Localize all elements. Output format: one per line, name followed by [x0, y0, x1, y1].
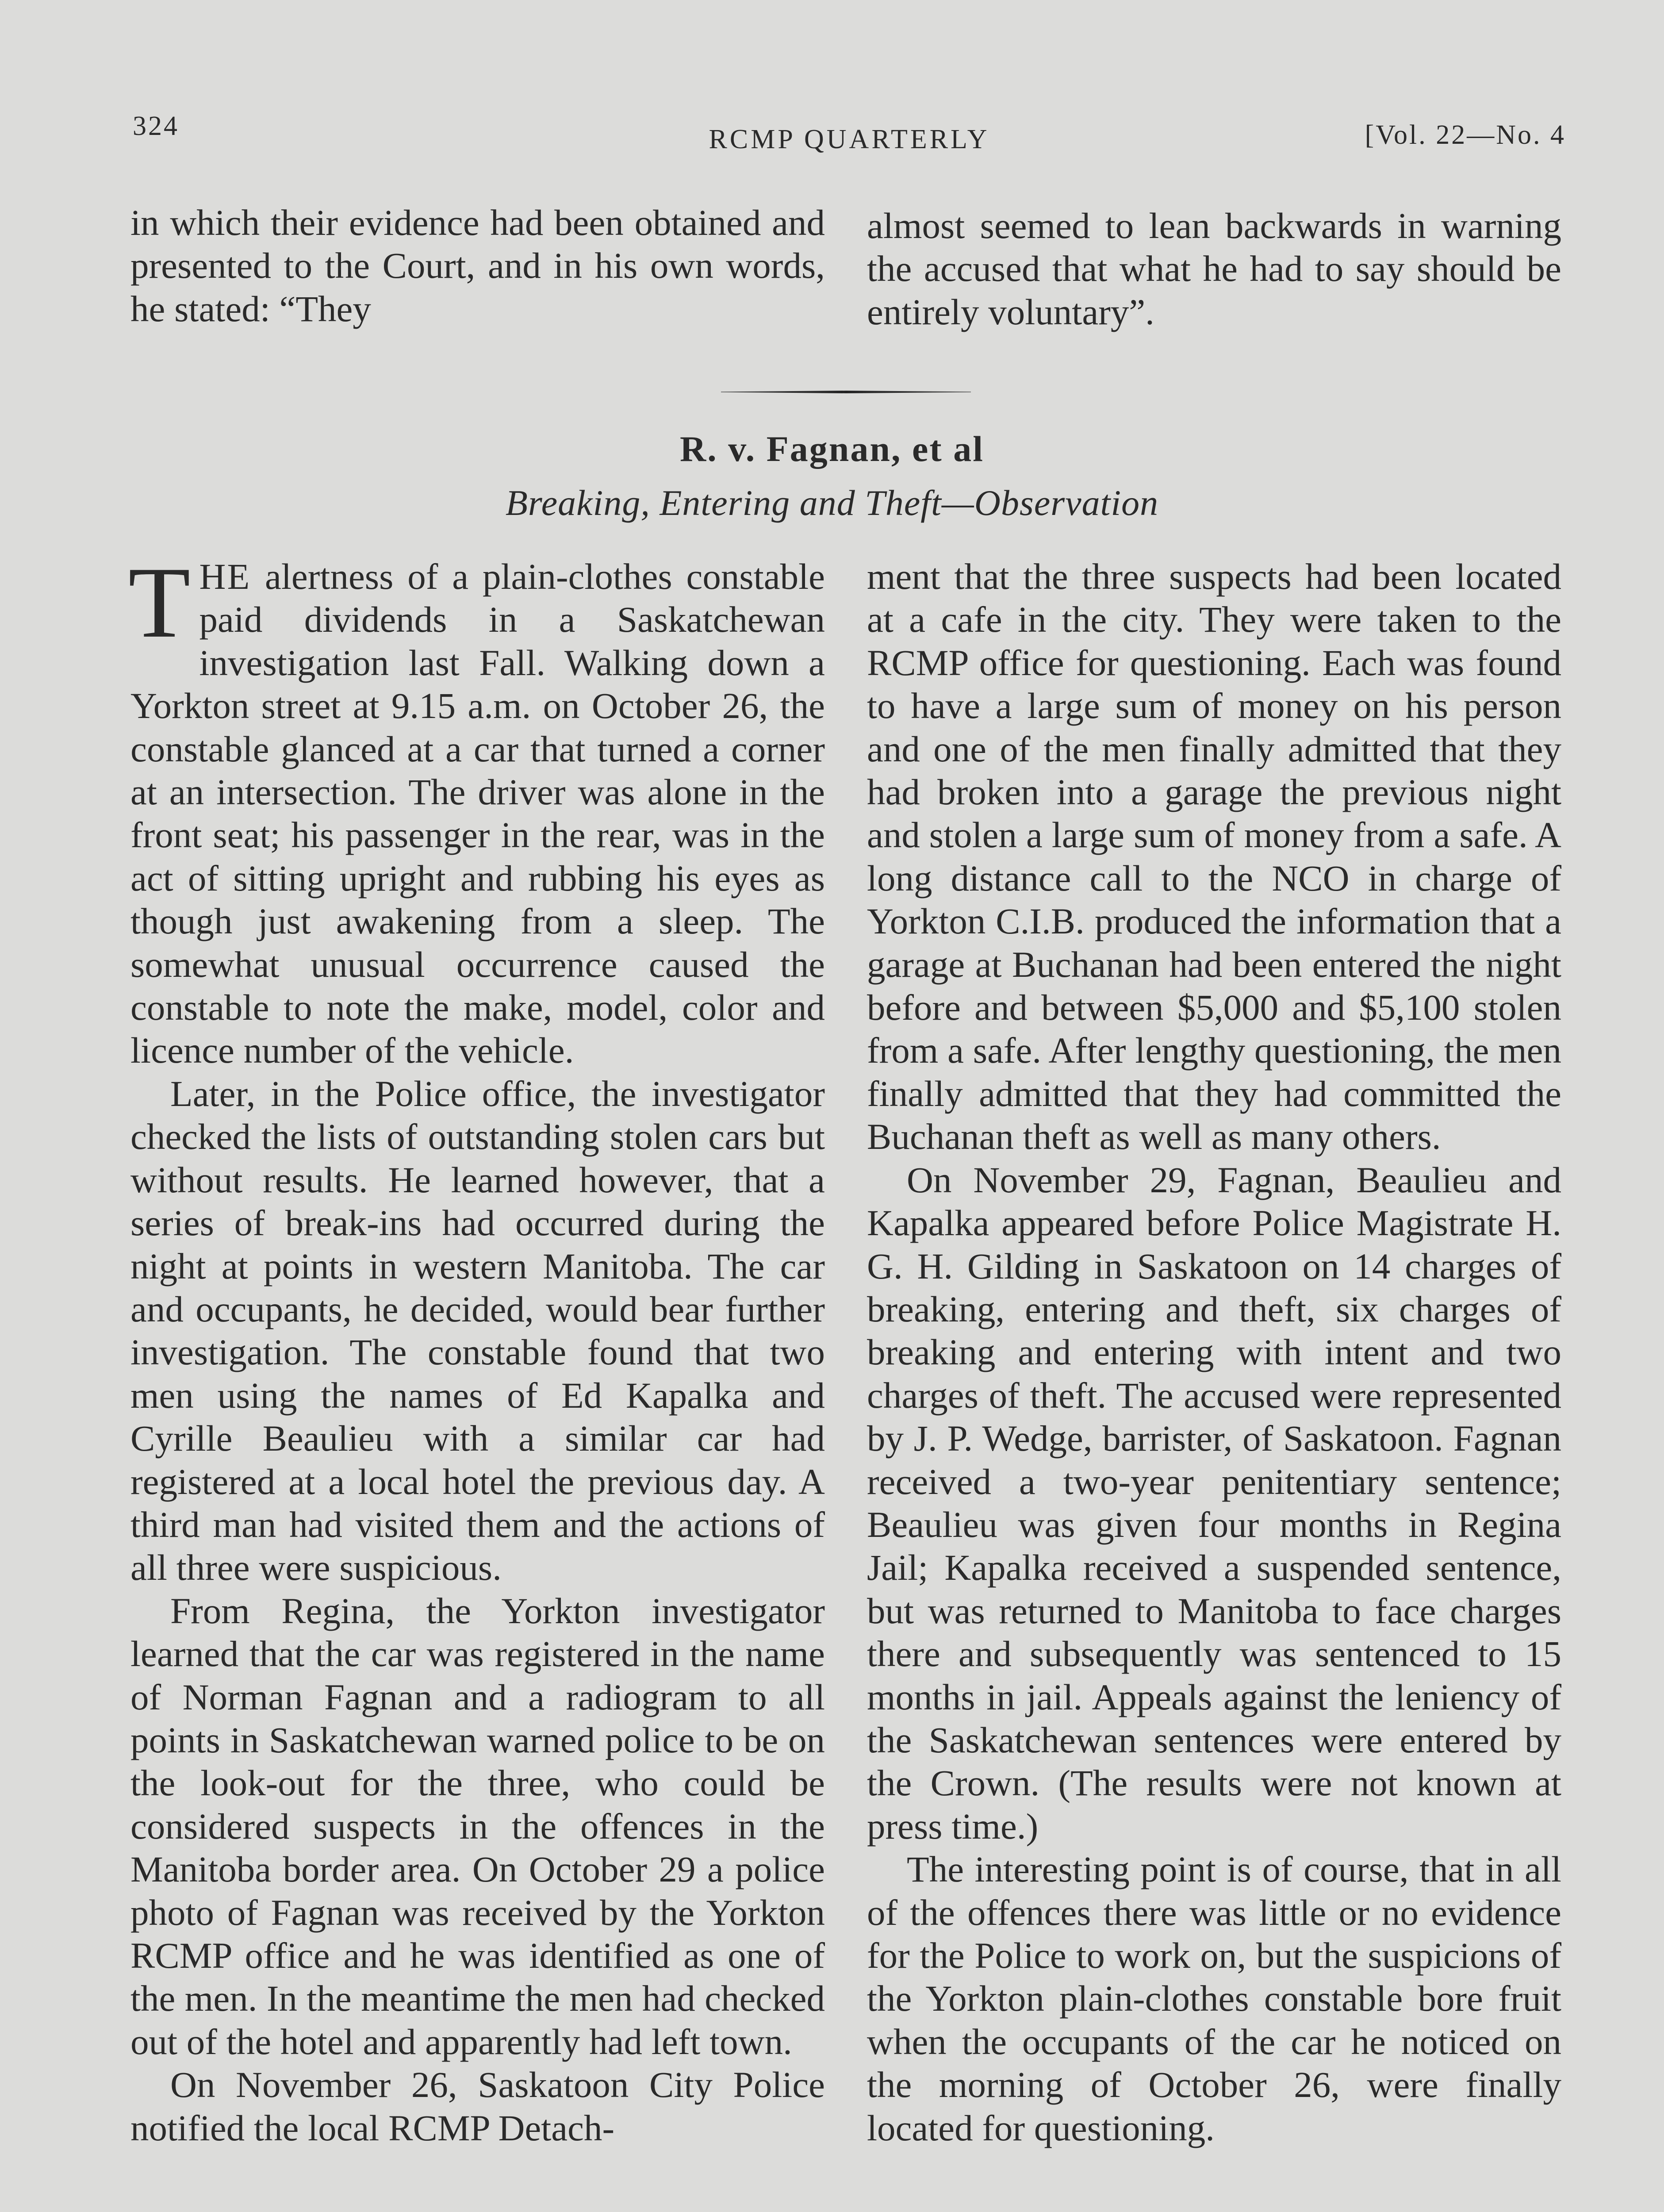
- paragraph-5: On November 29, Fagnan, Beaulieu and Kapalka appeared before Police Magistrate H. G. H. Gilding in Saskatoon on 14 charges of breaking, entering and theft, six charges of breaking and entering with intent and two charges of theft. The accused were represented by J. P. Wedge, barrister, of Saskatoon. Fagnan received a two-year penitentiary sentence; Beaulieu was given four months in Regina Jail; Kapalka received a suspended sentence, but was returned to Manitoba to face charges there and subsequently was sentenced to 15 months in jail. Appeals against the leniency of the Saskatchewan sentences were entered by the Crown. (The results were not known at press time.): [867, 1159, 1561, 1847]
- carryover-left-text: in which their evidence had been obtained and presented to the Court, and in his own words, he stated: “They: [130, 202, 825, 329]
- section-divider: [721, 391, 971, 393]
- volume-info: [Vol. 22—No. 4: [1365, 120, 1566, 150]
- paragraph-2: Later, in the Police office, the investigator checked the lists of outstanding stolen cars but without results. He learned however, that a series of break-ins had occurred during the night at points in western Manitoba. The car and occupants, he decided, would bear further investigation. The constable found that two men using the names of Ed Kapalka and Cyrille Beaulieu with a similar car had registered at a local hotel the previous day. A third man had visited them and the actions of all three were suspicious.: [130, 1073, 825, 1588]
- carryover-right-column: [867, 204, 1561, 334]
- paragraph-1-text: alertness of a plain-clothes constable paid dividends in a Saskatchewan investigation last Fall. Walking down a Yorkton street at 9.15 a.m. on October 26, the constable glanced at a car that turned a corner at an intersection. The driver was alone in the front seat; his passenger in the rear, was in the act of sitting upright and rubbing his eyes as though just awakening from a sleep. The somewhat unusual occurrence caused the constable to note the make, model, color and licence number of the vehicle.: [130, 556, 825, 1071]
- paragraph-1: [128, 546, 825, 1072]
- article-right-column: [867, 555, 1561, 2150]
- article-left-column: [128, 546, 825, 2150]
- paragraph-3: From Regina, the Yorkton investigator learned that the car was registered in the name of Norman Fagnan and a radiogram to all points in Saskatchewan warned police to be on the look-out for the three, who could be considered suspects in the offences in the Manitoba border area. On October 29 a police photo of Fagnan was received by the Yorkton RCMP office and he was identified as one of the men. In the meantime the men had checked out of the hotel and apparently had left town.: [130, 1590, 825, 2062]
- running-header: [133, 111, 1566, 155]
- page-number: 324: [133, 111, 179, 141]
- article-title: R. v. Fagnan, et al: [680, 429, 984, 469]
- drop-cap: T: [128, 546, 191, 659]
- lead-smallcaps: HE: [199, 556, 251, 597]
- paragraph-4-start: On November 26, Saskatoon City Police notified the local RCMP Detach-: [130, 2064, 825, 2148]
- paragraph-4-continued: ment that the three suspects had been located at a cafe in the city. They were taken to the RCMP office for questioning. Each was found to have a large sum of money on his person and one of the men finally admitted that they had broken into a garage the previous night and stolen a large sum of money from a safe. A long distance call to the NCO in charge of Yorkton C.I.B. produced the information that a garage at Buchanan had been entered the night before and between $5,000 and $5,100 stolen from a safe. After lengthy questioning, the men finally admitted that they had committed the Buchanan theft as well as many others.: [867, 556, 1561, 1157]
- carryover-right-text: almost seemed to lean backwards in warning the accused that what he had to say should be entirely voluntary”.: [867, 205, 1561, 332]
- paragraph-6: The interesting point is of course, that in all of the offences there was little or no evidence for the Police to work on, but the suspicions of the Yorkton plain-clothes constable bore fruit when the occupants of the car he noticed on the morning of October 26, were finally located for questioning.: [867, 1849, 1561, 2148]
- article-subtitle: Breaking, Entering and Theft—Observation: [505, 483, 1159, 523]
- carryover-left-column: [130, 201, 825, 330]
- journal-title: RCMP QUARTERLY: [709, 124, 990, 154]
